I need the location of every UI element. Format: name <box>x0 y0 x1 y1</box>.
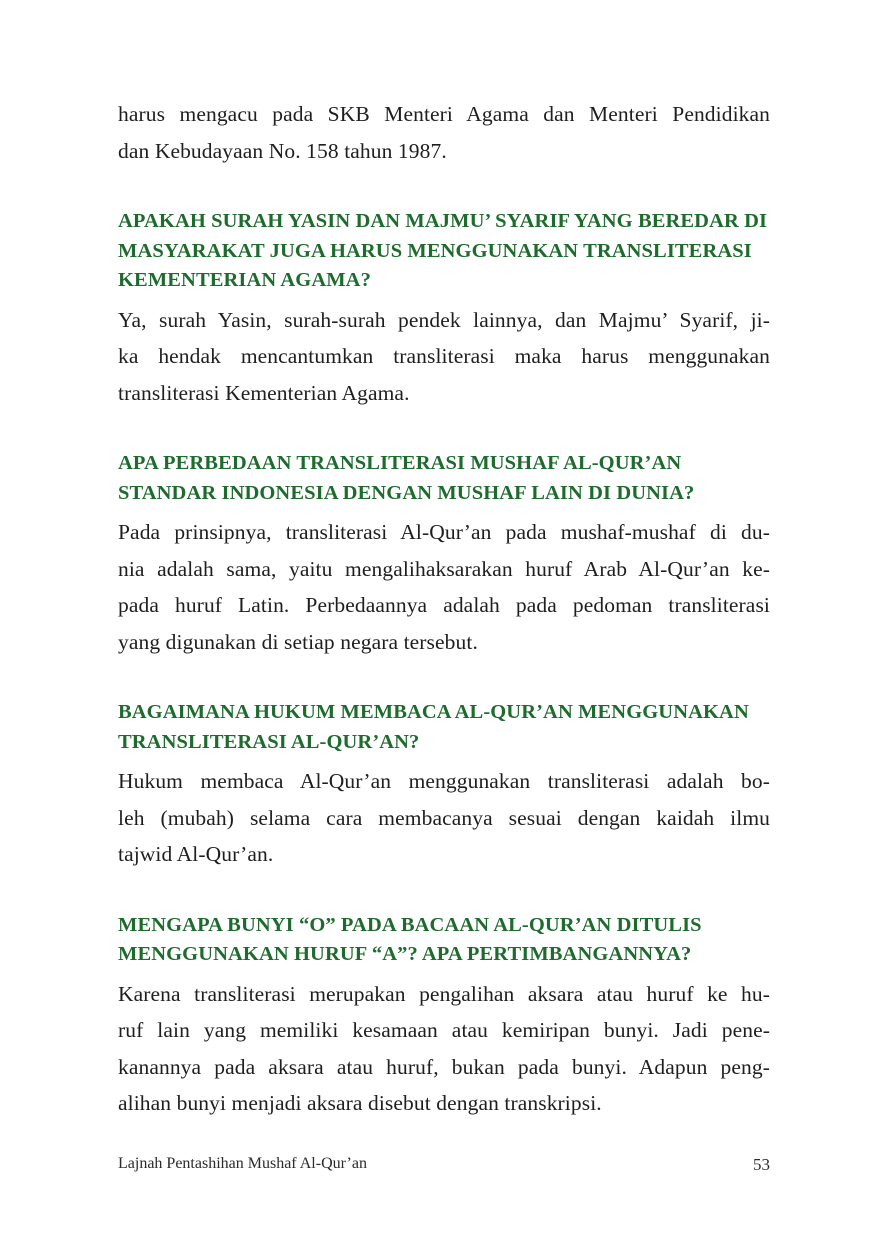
faq-answer <box>118 763 770 873</box>
intro-line: dan Kebudayaan No. 158 tahun 1987. <box>118 138 447 163</box>
question-line: APA PERBEDAAN TRANSLITERASI MUSHAF AL-QUR’AN <box>118 452 682 474</box>
question-line: STANDAR INDONESIA DENGAN MUSHAF LAIN DI DUNIA? <box>118 481 695 504</box>
answer-line: pada huruf Latin. Perbedaannya adalah pada pedoman transliterasi <box>118 593 770 617</box>
question-line: KEMENTERIAN AGAMA? <box>118 269 371 291</box>
question-line: TRANSLITERASI AL-QUR’AN? <box>118 730 420 753</box>
faq-answer <box>118 976 770 1122</box>
answer-line: transliterasi Kementerian Agama. <box>118 380 410 405</box>
answer-line: ruf lain yang memiliki kesamaan atau kemiripan bunyi. Jadi pene- <box>118 1018 770 1042</box>
page-number: 53 <box>753 1155 770 1174</box>
faq-question <box>118 911 770 970</box>
faq-section <box>118 911 770 1122</box>
faq-question <box>118 698 770 757</box>
faq-answer <box>118 302 770 412</box>
faq-section <box>118 207 770 411</box>
answer-line: nia adalah sama, yaitu mengalihaksarakan huruf Arab Al-Qur’an ke- <box>118 556 770 581</box>
answer-line: Karena transliterasi merupakan pengalihan aksara atau huruf ke hu- <box>118 981 770 1006</box>
answer-line: Hukum membaca Al-Qur’an menggunakan transliterasi adalah bo- <box>118 769 770 793</box>
faq-section <box>118 449 770 660</box>
footer-publisher: Lajnah Pentashihan Mushaf Al-Qur’an <box>118 1155 367 1172</box>
faq-question <box>118 207 770 296</box>
faq-answer <box>118 514 770 660</box>
question-line: MENGAPA BUNYI “O” PADA BACAAN AL-QUR’AN DITULIS <box>118 913 702 936</box>
answer-line: kanannya pada aksara atau huruf, bukan pada bunyi. Adapun peng- <box>118 1054 770 1079</box>
intro-line: harus mengacu pada SKB Menteri Agama dan Menteri Pendidikan <box>118 102 770 126</box>
question-line: MENGGUNAKAN HURUF “A”? APA PERTIMBANGANNYA? <box>118 943 692 965</box>
answer-line: yang digunakan di setiap negara tersebut. <box>118 629 478 654</box>
page-content <box>118 96 770 1122</box>
question-line: MASYARAKAT JUGA HARUS MENGGUNAKAN TRANSLITERASI <box>118 239 752 262</box>
question-line: BAGAIMANA HUKUM MEMBACA AL-QUR’AN MENGGUNAKAN <box>118 701 749 723</box>
faq-section <box>118 698 770 873</box>
faq-question <box>118 449 770 508</box>
answer-line: Ya, surah Yasin, surah-surah pendek lainnya, dan Majmu’ Syarif, ji- <box>118 307 770 332</box>
question-line: APAKAH SURAH YASIN DAN MAJMU’ SYARIF YANG BEREDAR DI <box>118 210 768 232</box>
answer-line: Pada prinsipnya, transliterasi Al-Qur’an pada mushaf-mushaf di du- <box>118 520 770 544</box>
answer-line: tajwid Al-Qur’an. <box>118 842 274 866</box>
answer-line: alihan bunyi menjadi aksara disebut dengan transkripsi. <box>118 1091 602 1115</box>
intro-paragraph <box>118 96 770 169</box>
answer-line: ka hendak mencantumkan transliterasi maka harus menggunakan <box>118 344 770 368</box>
answer-line: leh (mubah) selama cara membacanya sesuai dengan kaidah ilmu <box>118 805 770 830</box>
